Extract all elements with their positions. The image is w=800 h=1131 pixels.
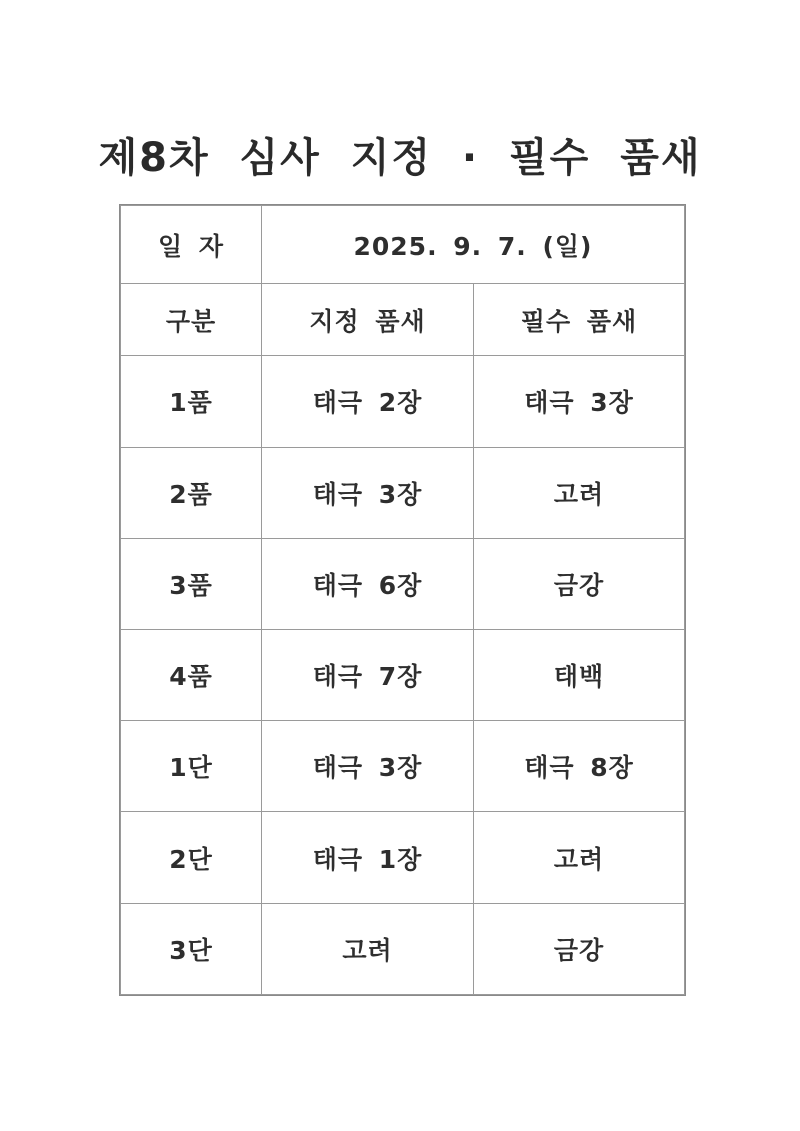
designated-cell: 태극 7장	[262, 630, 474, 721]
table-row	[121, 538, 685, 629]
header-category: 구분	[121, 284, 262, 356]
table-row	[121, 721, 685, 812]
designated-cell: 태극 1장	[262, 812, 474, 903]
designated-cell: 고려	[262, 903, 474, 994]
poomsae-table-container	[119, 204, 686, 996]
date-row	[121, 206, 685, 284]
grade-cell: 1품	[121, 356, 262, 447]
grade-cell: 3품	[121, 538, 262, 629]
required-cell: 태극 3장	[474, 356, 685, 447]
designated-cell: 태극 6장	[262, 538, 474, 629]
table-row	[121, 903, 685, 994]
date-label: 일 자	[121, 206, 262, 284]
designated-cell: 태극 2장	[262, 356, 474, 447]
header-required: 필수 품새	[474, 284, 685, 356]
grade-cell: 3단	[121, 903, 262, 994]
required-cell: 고려	[474, 812, 685, 903]
designated-cell: 태극 3장	[262, 447, 474, 538]
designated-cell: 태극 3장	[262, 721, 474, 812]
table-row	[121, 630, 685, 721]
date-value: 2025. 9. 7. (일)	[262, 206, 685, 284]
header-designated: 지정 품새	[262, 284, 474, 356]
table-row	[121, 812, 685, 903]
header-row	[121, 284, 685, 356]
grade-cell: 2단	[121, 812, 262, 903]
grade-cell: 1단	[121, 721, 262, 812]
grade-cell: 2품	[121, 447, 262, 538]
required-cell: 태극 8장	[474, 721, 685, 812]
required-cell: 태백	[474, 630, 685, 721]
required-cell: 금강	[474, 538, 685, 629]
table-row	[121, 356, 685, 447]
grade-cell: 4품	[121, 630, 262, 721]
required-cell: 금강	[474, 903, 685, 994]
document-title: 제8차 심사 지정 · 필수 품새	[98, 135, 702, 181]
required-cell: 고려	[474, 447, 685, 538]
poomsae-table	[120, 205, 685, 995]
table-row	[121, 447, 685, 538]
